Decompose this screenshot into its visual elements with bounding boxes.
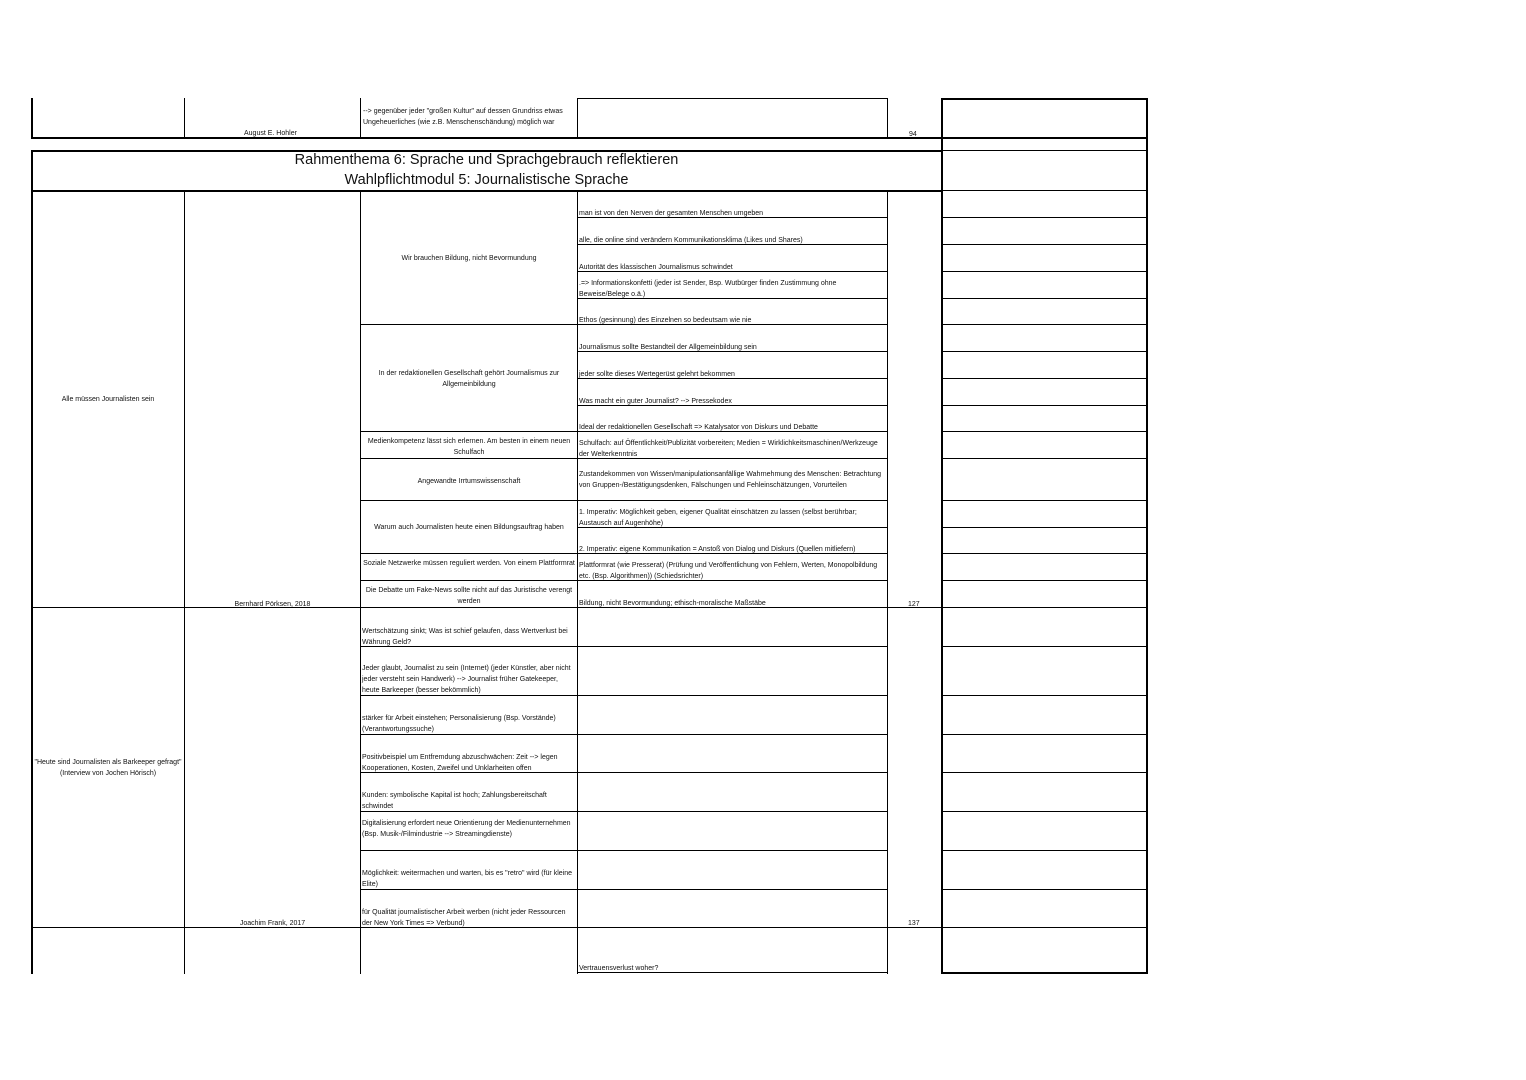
grid-line: [360, 431, 578, 432]
grid-line: [941, 500, 1148, 501]
note: Ideal der redaktionellen Gesellschaft => Katalysator von Diskurs und Debatte: [579, 424, 818, 431]
grid-line: [941, 734, 1148, 735]
grid-line: [941, 646, 1148, 647]
subtopic: In der redaktionellen Gesellschaft gehört Journalismus zur Allgemeinbildung: [378, 370, 560, 388]
grid-line: [941, 98, 1148, 100]
grid-line: [31, 98, 33, 138]
section2-author: Joachim Frank, 2017: [239, 920, 306, 927]
grid-line: [360, 580, 578, 581]
section1-page: 127: [908, 601, 920, 608]
grid-line: [577, 98, 578, 138]
note: Plattformrat (wie Presserat) (Prüfung und Veröffentlichung von Fehlern, Werten, Monopolbildung etc. (Bsp. Algorithmen)) (Schiedsrichter): [579, 562, 878, 580]
note: 1. Imperativ: Möglichkeit geben, eigener Qualität einschätzen zu lassen (selbst berührbar; Austausch auf Augenhöhe): [579, 509, 857, 527]
grid-line: [887, 928, 888, 974]
top-row-author: August E. Hohler: [244, 130, 297, 137]
grid-line: [941, 190, 1148, 191]
grid-line: [941, 607, 1148, 608]
interview-item: für Qualität journalistischer Arbeit werben (nicht jeder Ressourcen der New York Times => Verbund): [362, 909, 566, 927]
subtopic: Angewandte Irrtumswissenschaft: [417, 478, 521, 485]
note: Schulfach: auf Öffentlichkeit/Publizität vorbereiten; Medien = Wirklichkeitsmaschinen/Werkzeuge der Welterkenntnis: [579, 440, 878, 458]
grid-line: [577, 928, 578, 974]
note: jeder sollte dieses Wertegerüst gelehrt bekommen: [579, 371, 735, 378]
note: alle, die online sind verändern Kommunikationsklima (Likes und Shares): [579, 237, 803, 244]
top-row-note: --> gegenüber jeder "großen Kultur" auf dessen Grundriss etwas Ungeheuerliches (wie z.B. Menschenschändung) möglich war: [363, 108, 563, 126]
grid-line: [577, 500, 888, 501]
subtopic: Die Debatte um Fake-News sollte nicht auf das Juristische verengt werden: [365, 587, 573, 605]
grid-line: [360, 850, 888, 851]
subtopic: Warum auch Journalisten heute einen Bildungsauftrag haben: [374, 524, 564, 531]
grid-line: [887, 98, 888, 138]
note: .=> Informationskonfetti (jeder ist Sender, Bsp. Wutbürger finden Zustimmung ohne Beweise/Belege o.ä.): [579, 280, 837, 298]
note: Zustandekommen von Wissen/manipulationsanfällige Wahrnehmung des Menschen: Betrachtung von Gruppen-/Bestätigungsdenken, Fälschungen und Fehleinschätzungen, Vorurteilen: [579, 471, 882, 489]
grid-line: [941, 405, 1148, 406]
note: Ethos (gesinnung) des Einzelnen so bedeutsam wie nie: [579, 317, 752, 324]
grid-line: [941, 527, 1148, 528]
interview-item: stärker für Arbeit einstehen; Personalisierung (Bsp. Vorstände) (Verantwortungssuche): [362, 715, 556, 733]
grid-line: [360, 500, 578, 501]
grid-line: [941, 772, 1148, 773]
grid-line: [31, 190, 942, 192]
grid-line: [577, 191, 578, 608]
grid-line: [941, 217, 1148, 218]
grid-line: [941, 244, 1148, 245]
note: Was macht ein guter Journalist? --> Pressekodex: [579, 398, 732, 405]
grid-line: [941, 972, 1148, 974]
grid-line: [941, 298, 1148, 299]
grid-line: [941, 431, 1148, 432]
grid-line: [941, 850, 1148, 851]
grid-line: [941, 324, 1148, 325]
grid-line: [941, 927, 1148, 928]
grid-line: [941, 695, 1148, 696]
grid-line: [1146, 98, 1148, 974]
grid-line: [31, 191, 33, 974]
note: man ist von den Nerven der gesamten Menschen umgeben: [579, 210, 764, 217]
grid-line: [31, 137, 942, 139]
grid-line: [941, 150, 1148, 151]
grid-line: [941, 580, 1148, 581]
note: 2. Imperativ: eigene Kommunikation = Anstoß von Dialog und Diskurs (Quellen mitliefern): [579, 546, 856, 553]
top-row-page: 94: [909, 131, 917, 138]
grid-line: [941, 889, 1148, 890]
grid-line: [941, 98, 943, 974]
header-line-1: Rahmenthema 6: Sprache und Sprachgebrauch reflektieren: [294, 152, 679, 168]
grid-line: [577, 98, 888, 99]
interview-item: Jeder glaubt, Journalist zu sein (Internet) (jeder Künstler, aber nicht jeder versteht sein Handwerk) --> Journalist früher Gatekeeper, heute Barkeeper (besser bekömmlich): [362, 665, 571, 694]
grid-line: [941, 351, 1148, 352]
interview-item: Möglichkeit: weitermachen und warten, bis es "retro" wird (für kleine Elite): [362, 870, 572, 888]
section1-title: Alle müssen Journalisten sein: [61, 396, 155, 403]
section2-title: "Heute sind Journalisten als Barkeeper gefragt" (Interview von Jochen Hörisch): [34, 759, 182, 777]
grid-line: [360, 191, 361, 974]
grid-line: [184, 98, 185, 138]
grid-line: [360, 98, 361, 138]
grid-line: [941, 137, 1148, 139]
grid-line: [887, 608, 888, 928]
note: Bildung, nicht Bevormundung; ethisch-moralische Maßstäbe: [579, 600, 766, 607]
grid-line: [887, 191, 888, 608]
subtopic: Medienkompetenz lässt sich erlernen. Am besten in einem neuen Schulfach: [367, 438, 571, 456]
grid-line: [941, 811, 1148, 812]
grid-line: [577, 608, 578, 928]
interview-item: Positivbeispiel um Entfremdung abzuschwächen: Zeit --> legen Kooperationen, Kosten, Zweifel und Unklarheiten offen: [362, 754, 558, 772]
grid-line: [360, 324, 578, 325]
grid-line: [360, 553, 578, 554]
section2-page: 137: [908, 920, 920, 927]
subtopic: Soziale Netzwerke müssen reguliert werden. Von einem Plattformrat: [363, 560, 575, 567]
grid-line: [941, 458, 1148, 459]
grid-line: [184, 191, 185, 974]
grid-line: [360, 458, 578, 459]
note: Journalismus sollte Bestandteil der Allgemeinbildung sein: [579, 344, 757, 351]
header-line-2: Wahlpflichtmodul 5: Journalistische Sprache: [344, 172, 629, 188]
grid-line: [941, 378, 1148, 379]
section1-author: Bernhard Pörksen, 2018: [234, 601, 311, 608]
grid-line: [941, 553, 1148, 554]
note: Autorität des klassischen Journalismus schwindet: [579, 264, 733, 271]
bottom-note: Vertrauensverlust woher?: [579, 965, 659, 972]
interview-item: Kunden: symbolische Kapital ist hoch; Zahlungsbereitschaft schwindet: [362, 792, 547, 810]
grid-line: [941, 271, 1148, 272]
subtopic: Wir brauchen Bildung, nicht Bevormundung: [401, 255, 537, 262]
interview-item: Digitalisierung erfordert neue Orientierung der Medienunternehmen (Bsp. Musik-/Filmindustrie --> Streamingdienste): [362, 820, 571, 838]
interview-item: Wertschätzung sinkt; Was ist schief gelaufen, dass Wertverlust bei Währung Geld?: [362, 628, 568, 646]
